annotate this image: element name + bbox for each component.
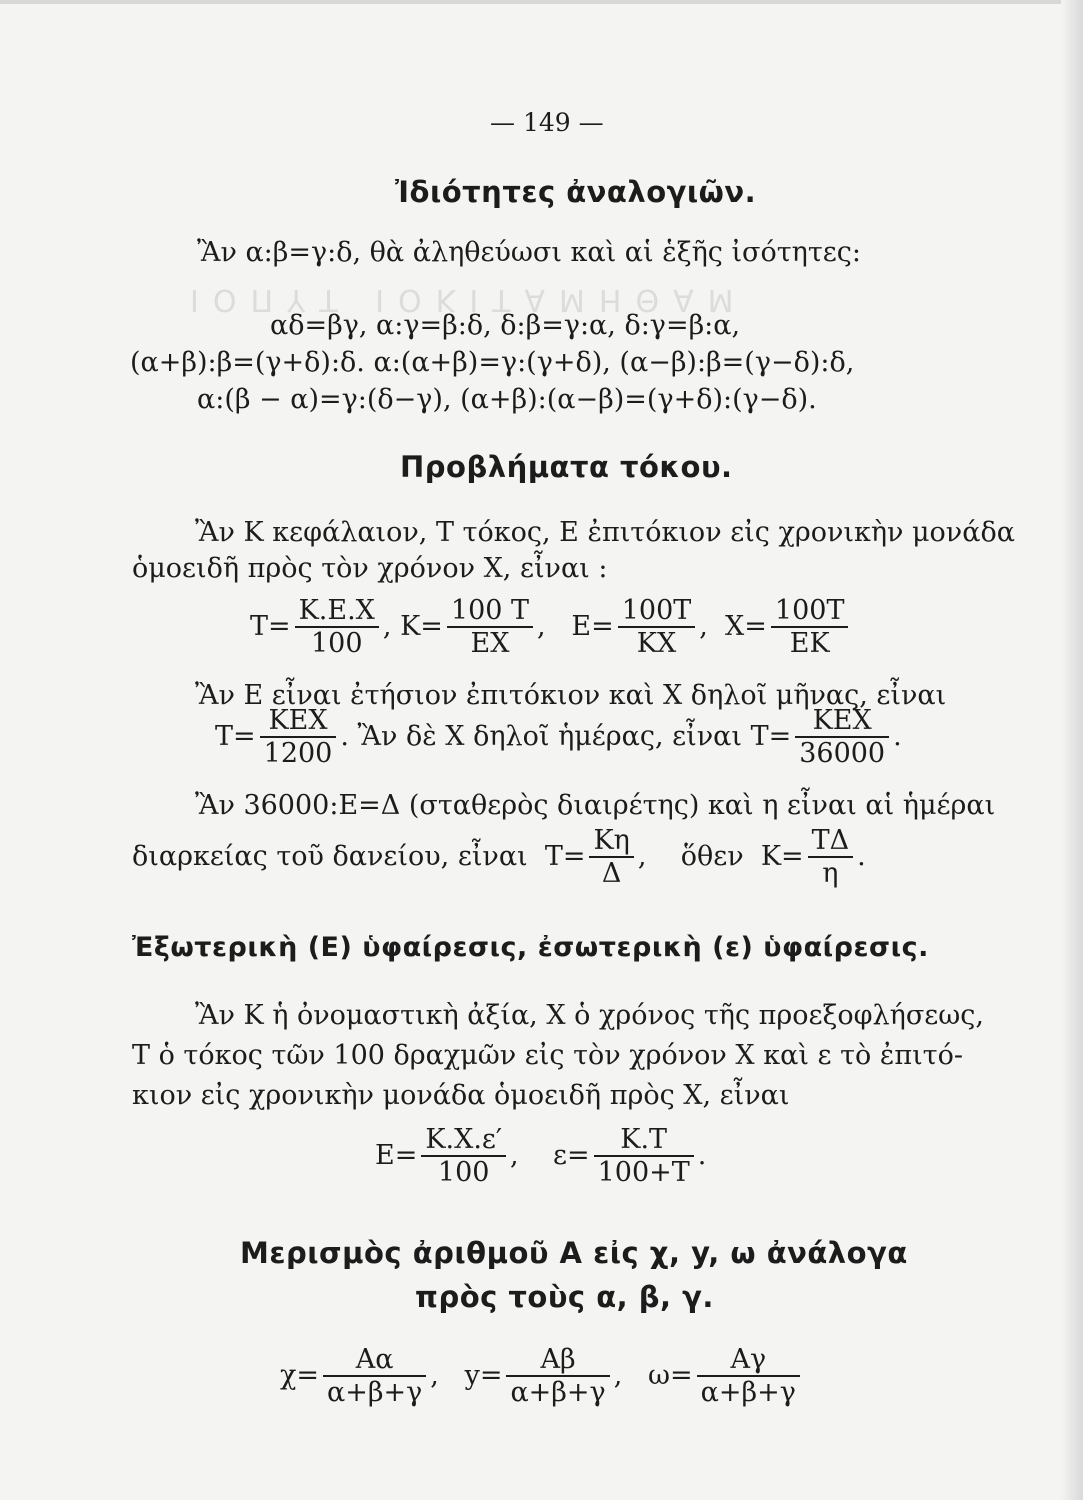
fraction-denominator: 1200 [263,737,333,769]
discount-paragraph-line-2: Τ ὁ τόκος τῶν 100 δραχμῶν εἰς τὸν χρόνον Χ καὶ ε τὸ ἐπιτό- [132,1040,963,1071]
section-title-discount: Ἐξωτερικὴ (Ε) ὑφαίρεσις, ἐσωτερικὴ (ε) ὑφαίρεσις. [132,932,929,963]
fraction-T-days [795,706,889,769]
fraction-numerator: K.X.ε′ [421,1125,506,1157]
formula-end: . [857,840,866,872]
formula-lhs: E= [571,610,614,642]
fraction-numerator: K.T [594,1125,694,1157]
fraction-numerator: Kη [589,826,633,858]
fraction-numerator: KEX [260,706,337,738]
discount-formulas-row [375,1125,706,1188]
formula-separator: , [699,610,708,642]
fraction-numerator: Aγ [697,1345,800,1377]
bleed-through-text: ΙΟΠΥΤ ΙΟΚΙΤΑΜΗΘΑΜ [190,282,748,317]
formula-lhs: K= [760,840,804,872]
fraction-denominator: 100+T [597,1156,690,1188]
fraction-denominator: 100 [437,1156,490,1188]
fraction-denominator: 100 [311,627,363,659]
interest-paragraph-1-line-2: ὁμοειδῆ πρὸς τὸν χρόνον Χ, εἶναι : [132,553,608,584]
proportions-row-3: α:(β − α)=γ:(δ−γ), (α+β):(α−β)=(γ+δ):(γ−δ). [197,384,817,415]
section-title-division-line-1: Μερισμὸς ἀριθμοῦ Α εἰς χ, y, ω ἀνάλογα [240,1236,908,1270]
fraction-denominator: EX [470,627,510,659]
proportions-row-1: αδ=βγ, α:γ=β:δ, δ:β=γ:α, δ:γ=β:α, [270,310,741,341]
fraction-K [447,596,533,659]
interest-formulas-row [250,596,852,659]
fraction-denominator: α+β+γ [700,1376,796,1408]
interest-paragraph-3-line-1: Ἂν 36000:Ε=Δ (σταθερὸς διαιρέτης) καὶ η εἶναι αἱ ἡμέραι [195,790,996,821]
fraction-T-divisor [589,826,633,889]
fraction-denominator: KX [636,627,677,659]
formula-lhs: χ= [280,1359,319,1391]
fraction-denominator: Δ [601,857,622,889]
fraction-omega [697,1345,800,1408]
formula-separator: , [637,840,647,872]
fraction-chi [323,1345,426,1408]
formula-end: . [893,720,902,752]
fraction-X [771,596,849,659]
division-formulas-row [280,1345,804,1408]
formula-lhs: T= [544,840,586,872]
formula-separator: , [510,1139,519,1171]
formula-lhs: X= [725,610,767,642]
fraction-T-months [260,706,337,769]
fraction-numerator: Aα [323,1345,426,1377]
fraction-e-discount [594,1125,694,1188]
page-top-edge [0,0,1083,4]
formula-text: ὅθεν [680,840,744,872]
fraction-numerator: Aβ [506,1345,609,1377]
formula-lhs: y= [464,1359,503,1391]
interest-paragraph-1-line-1: Ἂν Κ κεφάλαιον, Τ τόκος, Ε ἐπιτόκιον εἰς χρονικὴν μονάδα [195,517,1015,548]
fraction-denominator: 36000 [799,737,886,769]
interest-annual-formula-row [215,706,902,769]
page-right-shadow [1061,0,1083,1500]
fraction-T [295,596,379,659]
fraction-E [618,596,696,659]
fraction-denominator: α+β+γ [510,1376,606,1408]
formula-lhs: ε= [552,1139,590,1171]
section-title-division-line-2: πρὸς τοὺς α, β, γ. [415,1280,714,1314]
formula-separator: , [382,610,392,642]
formula-text: διαρκείας τοῦ δανείου, εἶναι [132,840,528,872]
fraction-y [506,1345,609,1408]
formula-lhs: ω= [648,1359,693,1391]
fraction-numerator: 100T [771,596,849,628]
proportions-row-2: (α+β):β=(γ+δ):δ. α:(α+β)=γ:(γ+δ), (α−β):β=(γ−δ):δ, [130,347,855,378]
interest-paragraph-2-line-1: Ἂν Ε εἶναι ἐτήσιον ἐπιτόκιον καὶ Χ δηλοῖ μῆνας, εἶναι [195,680,947,711]
formula-lhs: T= [750,720,792,752]
formula-lhs: K= [400,610,443,642]
fraction-numerator: KEX [795,706,889,738]
fraction-numerator: K.E.X [295,596,379,628]
formula-separator: , [430,1359,439,1391]
formula-text: . Ἂν δὲ Χ δηλοῖ ἡμέρας, εἶναι [340,720,742,752]
section-title-proportions: Ἰδιότητες ἀναλογιῶν. [395,175,757,209]
formula-lhs: T= [250,610,291,642]
discount-paragraph-line-3: κιον εἰς χρονικὴν μονάδα ὁμοειδῆ πρὸς Χ, εἶναι [132,1080,790,1111]
formula-separator: , [537,610,546,642]
formula-lhs: E= [375,1139,418,1171]
discount-paragraph-line-1: Ἂν Κ ἡ ὀνομαστικὴ ἀξία, Χ ὁ χρόνος τῆς προεξοφλήσεως, [195,1000,984,1031]
fraction-numerator: TΔ [808,826,854,858]
page-number: — 149 — [490,108,604,137]
fraction-denominator: EK [789,627,830,659]
fraction-denominator: η [822,857,839,889]
formula-end: . [697,1139,707,1171]
formula-separator: , [613,1359,623,1391]
proportions-intro: Ἂν α:β=γ:δ, θὰ ἀληθεύωσι καὶ αἱ ἑξῆς ἰσότητες: [197,237,861,268]
fraction-E-discount [421,1125,506,1188]
fraction-denominator: α+β+γ [326,1376,423,1408]
interest-divisor-formula-row [132,826,866,889]
section-title-interest: Προβλήματα τόκου. [400,450,733,484]
fraction-numerator: 100T [618,596,696,628]
formula-lhs: T= [215,720,256,752]
fraction-numerator: 100 T [447,596,533,628]
fraction-K-divisor [808,826,854,889]
